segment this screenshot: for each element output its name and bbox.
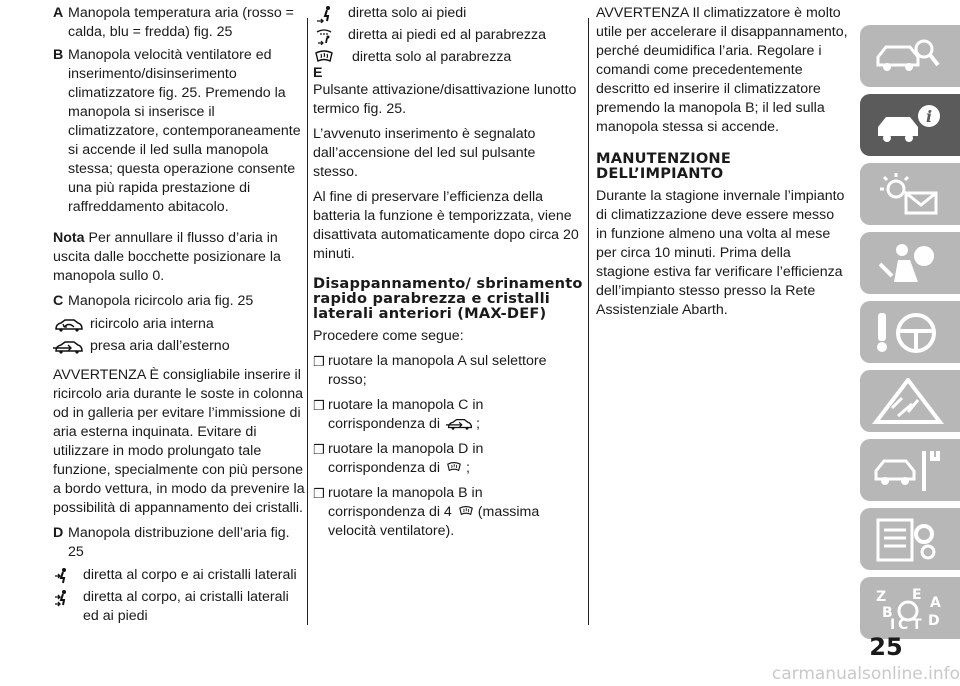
spec-sheet-gear-icon: [872, 516, 944, 562]
alpha-letter: Z: [876, 589, 887, 605]
outside-air-icon: [53, 337, 88, 356]
bullet-4-text: ruotare la manopola B in corrispondenza di 4: [328, 485, 483, 520]
manutenzione-text: Durante la stagione invernale l’impianto di climatizzazione deve essere messo in funzione almeno una volta al mese per circa 10 minuti. Prima della stagione estiva far verificare l’efficienza dell’impianto stesso presso la Rete Assistenziale Abarth.: [596, 188, 845, 318]
bullet-item-1: [313, 352, 583, 390]
tab-safety[interactable]: [860, 232, 960, 294]
item-d-text: Manopola distribuzione dell’aria fig. 25: [68, 525, 290, 560]
tab-car-search[interactable]: [860, 25, 960, 87]
checkbox-bullet-icon: ❒: [313, 442, 325, 457]
column-2: [313, 2, 583, 547]
bullet-3-text: ruotare la manopola D in corrispondenza di: [328, 441, 484, 476]
avvertenza-climatizzatore: AVVERTENZA Il climatizzatore è molto utile per accelerare il disappannamento, perché deumidifica l’aria. Regolare i comandi come precedentemente descritto ed inserire il climatizzatore premendo la manopola B; il led sulla manopola stessa si accende.: [596, 5, 848, 135]
car-search-icon: [872, 33, 944, 79]
symbol-air-feet-windscreen-text: diretta ai piedi ed al parabrezza: [348, 27, 546, 43]
bullet-4-post: (massima velocità ventilatore).: [328, 504, 540, 539]
p-batteria: Al fine di preservare l’efficienza della batteria la funzione è temporizzata, viene disattivata automaticamente dopo circa 20 minuti.: [313, 189, 579, 262]
alpha-letter: A: [930, 595, 941, 611]
checkbox-bullet-icon: ❒: [313, 354, 325, 369]
column-divider-2: [588, 18, 589, 625]
svg-text:i: i: [925, 107, 933, 126]
car-info-icon: [872, 102, 944, 148]
warning-triangle-icon: [872, 378, 944, 424]
symbol-air-body-feet-text: diretta al corpo, ai cristalli laterali ed ai piedi: [83, 589, 289, 624]
item-b: [53, 46, 305, 217]
alpha-letter: T: [912, 617, 922, 631]
outside-air-icon: [444, 417, 476, 431]
symbol-windscreen-text: diretta solo al parabrezza: [352, 49, 512, 65]
item-b-letter: B: [53, 47, 64, 63]
air-feet-icon: [313, 4, 348, 23]
item-e-text: Pulsante attivazione/disattivazione lunotto termico fig. 25.: [313, 82, 577, 117]
nota-text: Per annullare il flusso d’aria in uscita dalle bocchette posizionare la manopola sullo 0.: [53, 230, 281, 284]
watermark: carmanualsonline.info: [771, 664, 960, 684]
car-tools-icon: [872, 447, 944, 493]
nota-label: Nota: [53, 230, 85, 246]
checkbox-bullet-icon: ❒: [313, 486, 325, 501]
windscreen-icon: [456, 505, 478, 519]
alpha-letter: D: [928, 613, 940, 629]
tab-index[interactable]: [860, 577, 960, 639]
item-a-letter: A: [53, 5, 64, 21]
bullet-2-text: ruotare la manopola C in corrispondenza di: [328, 397, 484, 432]
tab-emergency[interactable]: [860, 370, 960, 432]
item-b-text: Manopola velocità ventilatore ed inserimento/disinserimento climatizzatore fig. 25. Premendo la manopola si inserisce il climatizzatore, contemporaneamente si accende il led sulla manopola stessa; questa operazione consente una più rapida prestazione di raffreddamento abitacolo.: [68, 47, 301, 215]
tab-starting-driving[interactable]: [860, 301, 960, 363]
steering-key-icon: [872, 309, 944, 355]
tab-technical-data[interactable]: [860, 508, 960, 570]
bullet-3-post: ;: [465, 460, 470, 476]
avvertenza-recirc: AVVERTENZA È consigliabile inserire il ricircolo aria durante le soste in colonna od in galleria per evitare l’immissione di aria esterna inquinata. Evitare di utilizzare in modo prolungato tale funzione, specialmente con più persone a bordo vettura, in modo da prevenire la possibilità di appannamento dei cristalli.: [53, 367, 305, 516]
symbol-air-body: [53, 566, 305, 585]
alpha-letter: I: [890, 617, 896, 631]
item-c-text: Manopola ricircolo aria fig. 25: [68, 293, 254, 309]
symbol-recirc-outside-text: presa aria dall’esterno: [90, 338, 230, 354]
page-number: 25: [869, 633, 903, 661]
windscreen-icon: [444, 461, 466, 475]
recirculation-inside-icon: [53, 315, 88, 334]
bullet-2-post: ;: [475, 416, 480, 432]
tab-lights-messages[interactable]: [860, 163, 960, 225]
item-d: [53, 524, 305, 562]
column-1: [53, 4, 305, 629]
bullet-1-text: ruotare la manopola A sul selettore rosso;: [328, 353, 547, 388]
symbol-air-feet-windscreen: [313, 26, 583, 45]
symbol-windscreen: [313, 48, 583, 67]
symbol-recirc-inside-text: ricircolo aria interna: [90, 316, 214, 332]
bullet-item-2: [313, 396, 583, 434]
item-a-text: Manopola temperatura aria (rosso = calda, blu = fredda) fig. 25: [68, 5, 294, 40]
symbol-recirc-outside: [53, 337, 305, 356]
item-c: [53, 292, 305, 311]
p-segnalato: L’avvenuto inserimento è segnalato dall’accensione del led sul pulsante stesso.: [313, 126, 536, 180]
airbag-person-icon: [872, 240, 944, 286]
item-a: [53, 4, 305, 42]
air-body-icon: [53, 566, 83, 585]
section-heading-manutenzione: MANUTENZIONE DELL’IMPIANTO: [596, 150, 732, 182]
nota-paragraph: [53, 229, 305, 286]
item-c-letter: C: [53, 293, 64, 309]
bullet-item-3: [313, 440, 583, 478]
section-heading-max-def: Disappannamento/ sbrinamento rapido parabrezza e cristalli laterali anteriori (MAX-DEF): [313, 275, 583, 322]
symbol-air-body-feet: [53, 588, 305, 626]
tab-maintenance[interactable]: [860, 439, 960, 501]
column-divider-1: [307, 18, 308, 625]
symbol-air-feet: [313, 4, 583, 23]
air-feet-windscreen-icon: [313, 26, 348, 45]
air-body-feet-icon: [53, 588, 83, 607]
tab-car-info[interactable]: [860, 94, 960, 156]
item-d-letter: D: [53, 525, 64, 541]
procedure-intro: Procedere come segue:: [313, 328, 464, 344]
checkbox-bullet-icon: ❒: [313, 398, 325, 413]
symbol-air-body-text: diretta al corpo e ai cristalli laterali: [83, 567, 297, 583]
alpha-letter: E: [912, 587, 922, 603]
lights-message-icon: [872, 171, 944, 217]
alphabet-index-icon: [872, 585, 944, 631]
alpha-letter: B: [882, 605, 893, 621]
symbol-air-feet-text: diretta solo ai piedi: [348, 5, 467, 21]
item-e-letter: E: [313, 65, 323, 81]
alpha-letter: C: [898, 617, 909, 631]
column-3: [596, 4, 848, 326]
symbol-recirc-inside: [53, 315, 305, 334]
bullet-item-4: [313, 484, 583, 541]
